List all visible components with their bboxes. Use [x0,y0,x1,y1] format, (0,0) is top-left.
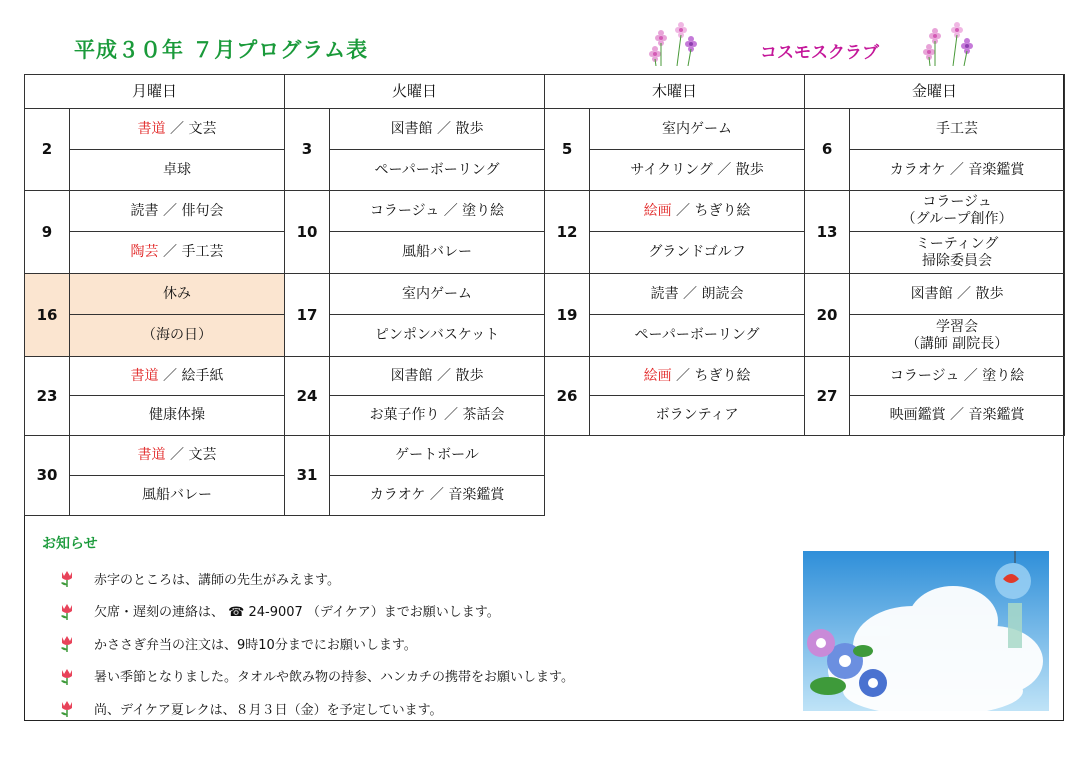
date-cell: 24 [285,357,330,436]
page-title: 平成３０年 ７月プログラム表 [74,38,369,62]
notice-text: 赤字のところは、講師の先生がみえます。 [94,572,340,588]
date-cell: 13 [805,191,850,274]
activity-cell-bottom [70,396,285,436]
activity-text: ／ ちぎり絵 [671,367,751,384]
club-name: コスモスクラブ [760,43,879,63]
notice-item [58,660,574,693]
notice-item [58,692,574,725]
activity-cell-bottom [850,232,1065,274]
tulip-icon [58,634,76,652]
activity-text: ／ 絵手紙 [158,367,224,384]
activity-cell-bottom [330,232,545,274]
tulip-icon [58,569,76,587]
activity-cell-bottom [590,150,805,191]
instructor-activity-text: 書道 [130,367,159,384]
date-cell: 20 [805,274,850,357]
activity-text: 図書館 ／ 散歩 [910,285,1004,302]
activity-cell-bottom [590,232,805,274]
notice-item [58,562,574,595]
activity-cell-top [590,274,805,315]
date-cell: 31 [285,436,330,516]
activity-text: 読書 ／ 俳句会 [130,202,224,219]
activity-cell-bottom [330,150,545,191]
day-header-tue: 火曜日 [285,75,545,109]
activity-cell-bottom [70,476,285,516]
activity-text: 学習会 [936,318,979,335]
activity-cell-top [590,357,805,396]
activity-cell-top [70,357,285,396]
activity-text: （グループ創作） [901,211,1013,227]
activity-text: 室内ゲーム [662,120,733,137]
instructor-activity-text: 書道 [137,447,166,463]
date-cell: 5 [545,109,590,191]
activity-cell-top [70,274,285,315]
activity-text: 図書館 ／ 散歩 [390,120,484,137]
activity-cell-top [70,436,285,476]
activity-cell-bottom [590,396,805,436]
day-header-mon: 月曜日 [25,75,285,109]
cosmos-icon [918,22,982,66]
activity-text: 卓球 [163,161,191,178]
activity-text: ペーパーボーリング [374,161,500,178]
activity-cell-bottom [330,315,545,357]
date-cell: 19 [545,274,590,357]
activity-cell-top [850,274,1065,315]
activity-cell-bottom [330,396,545,436]
activity-text: 読書 ／ 朗読会 [650,285,744,302]
schedule-body [25,109,1065,516]
activity-cell-top [590,109,805,150]
date-cell: 26 [545,357,590,436]
activity-cell-bottom [590,315,805,357]
week-row-top [25,109,1065,150]
activity-text: お菓子作り ／ 茶話会 [369,407,505,423]
instructor-activity-text: 書道 [137,120,166,137]
date-cell: 23 [25,357,70,436]
activity-text: 風船バレー [402,244,473,260]
notice-list [58,562,574,725]
notice-item [58,627,574,660]
activity-text: ／ 文芸 [165,120,217,137]
activity-cell-top [590,191,805,232]
activity-text: ピンポンバスケット [374,327,500,343]
activity-text: グランドゴルフ [648,244,746,260]
day-header-fri: 金曜日 [805,75,1065,109]
activity-text: カラオケ ／ 音楽鑑賞 [369,487,505,503]
activity-cell-top [70,109,285,150]
date-cell: 27 [805,357,850,436]
week-row-top [25,357,1065,396]
activity-text: ボランティア [655,407,739,423]
activity-text: ミーティング [915,235,999,252]
date-cell: 9 [25,191,70,274]
tulip-icon [58,699,76,717]
activity-text: 図書館 ／ 散歩 [390,367,484,384]
activity-text: コラージュ ／ 塗り絵 [889,367,1025,384]
empty-cell [545,436,1065,516]
notice-text: かささぎ弁当の注文は、9時10分までにお願いします。 [94,637,417,653]
program-table [24,74,1065,516]
instructor-activity-text: 絵画 [643,367,672,384]
activity-text: （講師 副院長） [905,335,1009,352]
activity-cell-top [850,109,1065,150]
activity-text: 映画鑑賞 ／ 音楽鑑賞 [889,407,1025,423]
date-cell: 6 [805,109,850,191]
date-cell: 12 [545,191,590,274]
activity-text: 休み [163,285,191,302]
activity-text: サイクリング ／ 散歩 [630,161,764,178]
date-cell: 30 [25,436,70,516]
activity-cell-bottom [850,150,1065,191]
header-row [25,75,1065,109]
activity-text: コラージュ [922,194,992,210]
week-row-top [25,274,1065,315]
date-cell: 16 [25,274,70,357]
summer-illustration [803,551,1049,711]
activity-cell-bottom [330,476,545,516]
activity-text: （海の日） [142,327,212,343]
tulip-icon [58,602,76,620]
notice-item [58,595,574,628]
activity-cell-bottom [70,315,285,357]
activity-cell-top [850,357,1065,396]
activity-cell-bottom [70,232,285,274]
tulip-icon [58,667,76,685]
activity-cell-top [330,109,545,150]
activity-cell-top [330,436,545,476]
date-cell: 2 [25,109,70,191]
instructor-activity-text: 絵画 [643,202,672,219]
activity-cell-bottom [70,150,285,191]
activity-cell-top [70,191,285,232]
activity-cell-top [330,357,545,396]
date-cell: 17 [285,274,330,357]
activity-text: コラージュ ／ 塗り絵 [369,202,505,219]
activity-text: カラオケ ／ 音楽鑑賞 [889,161,1025,178]
notice-text: 尚、デイケア夏レクは、８月３日（金）を予定しています。 [94,702,443,718]
activity-cell-bottom [850,315,1065,357]
activity-cell-bottom [850,396,1065,436]
day-header-thu: 木曜日 [545,75,805,109]
activity-text: ゲートボール [395,447,479,463]
activity-text: 掃除委員会 [922,252,993,269]
week-row-top [25,191,1065,232]
week-row-top [25,436,1065,476]
activity-cell-top [330,274,545,315]
activity-text: ／ 文芸 [165,447,217,463]
activity-cell-top [850,191,1065,232]
activity-text: 室内ゲーム [402,285,473,302]
activity-text: 健康体操 [149,407,205,423]
activity-text: 風船バレー [142,487,212,503]
instructor-activity-text: 陶芸 [130,244,159,260]
cosmos-icon [644,22,708,66]
activity-text: ／ 手工芸 [158,244,224,260]
date-cell: 10 [285,191,330,274]
activity-cell-top [330,191,545,232]
activity-text: ペーパーボーリング [634,327,760,343]
notice-title: お知らせ [42,536,98,552]
date-cell: 3 [285,109,330,191]
activity-text: ／ ちぎり絵 [671,202,751,219]
activity-text: 手工芸 [936,120,979,137]
notice-text: 暑い季節となりました。タオルや飲み物の持参、ハンカチの携帯をお願いします。 [94,670,574,686]
notice-text: 欠席・遅刻の連絡は、 ☎ 24-9007 （デイケア）までお願いします。 [94,605,500,621]
